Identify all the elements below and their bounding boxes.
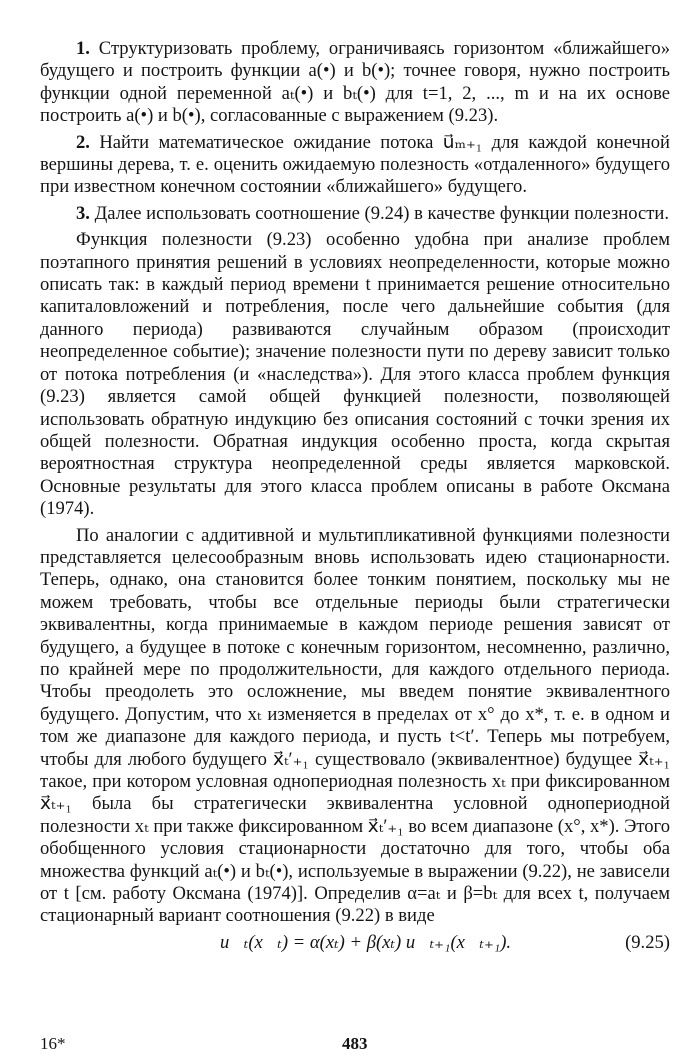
numbered-step (40, 132, 670, 199)
step-number: 2. (76, 131, 90, 153)
step-text: Структуризовать проблему, ограничиваясь горизонтом «ближайшего» будущего и построить функции a(•) и b(•); точнее говоря, нужно построить функции одной переменной aₜ(•) и bₜ(•) для t=1, 2, ..., m и на их основе построить a(•) и b(•), согласованные с выражением (9.23). (40, 38, 670, 127)
step-number: 1. (76, 38, 90, 59)
step-text: Далее использовать соотношение (9.24) в качестве функции полезности. (94, 202, 669, 224)
paragraph-text: По аналогии с аддитивной и мультипликативной функциями полезности представляется целесообразным вновь использовать идею стационарности. Теперь, однако, она становится более тонким понятием, поскольку мы не можем требовать, чтобы все отдельные периоды были стратегически эквивалентны, когда принимаемые в каждом периоде решения зависят от будущего, а будущее в потоке с конечным горизонтом, несомненно, различно, по крайней мере по продолжительности, для каждого отдельного периода. Чтобы преодолеть это осложнение, мы введем понятие эквивалентного будущего. Допустим, что xₜ изменяется в пределах от x° до x*, т. е. в одном и том же диапазоне для каждого периода, и пусть t<t′. Теперь мы потребуем, чтобы для любого будущего x⃗ₜ′₊₁ существовало (эквивалентное) будущее x⃗ₜ₊₁ такое, при котором условная однопериодная полезность xₜ при фиксированном x⃗ₜ₊₁ была бы стратегически эквивалентна условной однопериодной полезности xₜ при также фиксированном x⃗ₜ′₊₁ во всем диапазоне (x°, x*). Этого обобщенного условия стационарности достаточно для того, чтобы оба множества функций aₜ(•) и bₜ(•), используемые в выражении (9.22), не зависели от t [см. работу Оксмана (1974)]. Определив α=aₜ и β=bₜ для всех t, получаем стационарный вариант соотношения (9.22) в виде (40, 524, 670, 927)
page-number: 483 (342, 1034, 368, 1053)
numbered-step (40, 38, 670, 128)
equation (40, 932, 670, 956)
numbered-step (40, 203, 670, 225)
step-number: 3. (76, 202, 90, 224)
step-text: Найти математическое ожидание потока u⃗ₘ₊₁ для каждой конечной вершины дерева, т. е. оценить ожидаемую полезность «отдаленного» будущего при известном конечном состоянии «ближайшего» будущего. (40, 131, 670, 198)
equation-expression: u⃗ₜ(x⃗ₜ) = α(xₜ) + β(xₜ) u⃗ₜ₊₁(x⃗ₜ₊₁). (220, 931, 512, 953)
signature-mark: 16* (40, 1034, 66, 1053)
equation-number: (9.25) (625, 931, 670, 953)
body-paragraph (40, 525, 670, 928)
body-paragraph (40, 229, 670, 520)
paragraph-text: Функция полезности (9.23) особенно удобна при анализе проблем поэтапного принятия решений в условиях неопределенности, которые можно описать так: в каждый период времени t принимается решение относительно капиталовложений и потребления, после чего дальнейшие события (для данного периода) развиваются случайным образом (происходит неопределенное событие); значение полезности пути по дереву зависит только от потока потребления (и «наследства»). Для этого класса проблем функция (9.23) является самой общей функцией полезности, позволяющей использовать обратную индукцию без описания состояний с точки зрения их общей полезности. Обратная индукция особенно проста, когда скрытая вероятностная структура неопределенной среды является марковской. Основные результаты для этого класса проблем описаны в работе Оксмана (1974). (40, 229, 670, 520)
page (40, 38, 670, 1053)
